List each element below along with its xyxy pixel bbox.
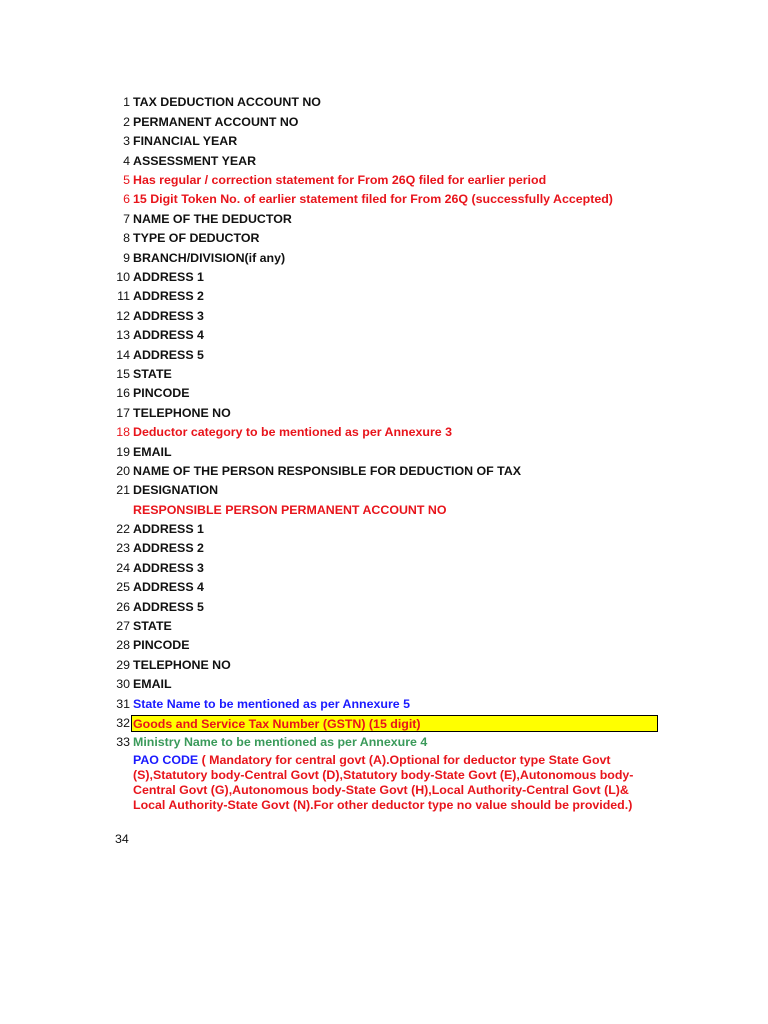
row-number: 5 (123, 173, 130, 188)
field-row (0, 190, 768, 209)
field-label: ADDRESS 5 (133, 599, 204, 614)
row-number: 27 (116, 619, 130, 634)
row-number: 19 (116, 444, 130, 459)
field-label: TELEPHONE NO (133, 405, 231, 420)
field-rows (0, 93, 768, 752)
field-row (0, 209, 768, 228)
field-label: Ministry Name to be mentioned as per Annexure 4 (133, 735, 428, 750)
field-row (0, 655, 768, 674)
field-label: EMAIL (133, 444, 172, 459)
field-label: ADDRESS 1 (133, 270, 204, 284)
field-row (0, 617, 768, 636)
field-label: Deductor category to be mentioned as per Annexure 3 (133, 425, 453, 440)
pao-code-description: ( Mandatory for central govt (A).Optional for deductor type State Govt (S),Statutory body-Central Govt (D),Statutory body-State Govt (E),Autonomous body-Central Govt (G),Autonomous body-State Govt (H),Local Authority-Central Govt (L)& Local Authority-State Govt (N).For other deductor type no value should be provided.) (133, 753, 634, 812)
field-row (0, 461, 768, 480)
pao-code-note (0, 753, 768, 812)
field-label: NAME OF THE DEDUCTOR (133, 211, 292, 226)
field-row (0, 364, 768, 383)
field-row (0, 268, 768, 287)
field-row (0, 636, 768, 655)
field-row (0, 423, 768, 442)
field-label: ADDRESS 5 (133, 347, 204, 362)
field-label: BRANCH/DIVISION(if any) (133, 250, 286, 265)
field-label: TELEPHONE NO (133, 657, 231, 672)
field-label: TYPE OF DEDUCTOR (133, 231, 260, 246)
field-row (0, 694, 768, 713)
row-number: 26 (116, 599, 130, 614)
field-label: State Name to be mentioned as per Annexure 5 (133, 696, 411, 711)
row-number: 25 (116, 580, 130, 595)
row-number: 24 (116, 560, 130, 575)
field-label: ADDRESS 4 (133, 328, 204, 343)
field-row (0, 132, 768, 151)
field-label: ASSESSMENT YEAR (133, 153, 257, 168)
field-label: PINCODE (133, 638, 190, 653)
pao-code-text (130, 753, 663, 812)
row-number: 17 (116, 405, 130, 420)
row-number: 6 (123, 192, 130, 207)
field-row (0, 384, 768, 403)
row-number: 14 (116, 347, 130, 362)
row-number: 20 (116, 463, 130, 478)
row-number: 8 (123, 231, 130, 246)
field-label: STATE (133, 619, 172, 634)
row-number: 32 (116, 715, 130, 730)
field-row (0, 675, 768, 694)
field-row (0, 151, 768, 170)
field-label: Has regular / correction statement for From 26Q filed for earlier period (133, 173, 547, 188)
row-number: 23 (116, 541, 130, 556)
field-label: RESPONSIBLE PERSON PERMANENT ACCOUNT NO (133, 502, 447, 517)
field-row (0, 229, 768, 248)
field-row (0, 171, 768, 190)
field-label: ADDRESS 3 (133, 308, 204, 323)
field-row (0, 112, 768, 131)
field-label: TAX DEDUCTION ACCOUNT NO (133, 95, 321, 110)
field-label: ADDRESS 3 (133, 560, 204, 575)
field-label: ADDRESS 4 (133, 580, 204, 595)
field-row (0, 578, 768, 597)
field-label: ADDRESS 1 (133, 522, 204, 537)
row-number: 2 (123, 114, 130, 129)
field-label: ADDRESS 2 (133, 289, 204, 304)
field-row (0, 500, 768, 519)
field-label: NAME OF THE PERSON RESPONSIBLE FOR DEDUCTION OF TAX (133, 463, 522, 478)
field-label: PERMANENT ACCOUNT NO (133, 114, 299, 129)
row-number: 3 (123, 134, 130, 149)
row-number: 18 (116, 425, 130, 440)
row-number: 21 (116, 483, 130, 498)
field-row (0, 306, 768, 325)
field-row (0, 345, 768, 364)
field-label: DESIGNATION (133, 483, 219, 498)
field-row (0, 520, 768, 539)
field-label: STATE (133, 366, 172, 381)
field-row (0, 93, 768, 112)
field-row (0, 481, 768, 500)
pao-code-title: PAO CODE (133, 753, 199, 768)
form-field-list (0, 93, 768, 812)
row-number: 11 (117, 289, 130, 304)
field-row (0, 714, 768, 733)
field-row (0, 326, 768, 345)
field-label: FINANCIAL YEAR (133, 134, 238, 149)
field-row (0, 403, 768, 422)
row-number: 15 (116, 366, 130, 381)
field-row (0, 248, 768, 267)
field-row (0, 287, 768, 306)
row-number: 7 (123, 211, 130, 226)
row-number: 22 (116, 522, 130, 537)
row-number: 13 (116, 328, 130, 343)
field-row (0, 539, 768, 558)
row-number: 28 (116, 638, 130, 653)
field-label: 15 Digit Token No. of earlier statement filed for From 26Q (successfully Accepted) (133, 192, 613, 207)
row-number: 10 (116, 270, 130, 284)
field-label: Goods and Service Tax Number (GSTN) (15 digit) (131, 715, 658, 732)
field-label: ADDRESS 2 (133, 541, 204, 556)
field-row (0, 733, 768, 752)
field-label: EMAIL (133, 677, 172, 692)
row-number: 1 (123, 95, 130, 110)
field-label: PINCODE (133, 386, 190, 401)
row-number: 9 (123, 250, 130, 265)
row-number-34: 34 (115, 832, 129, 846)
field-row (0, 442, 768, 461)
row-number: 30 (116, 677, 130, 692)
row-number: 4 (123, 153, 130, 168)
row-number: 12 (116, 308, 130, 323)
row-number: 31 (116, 696, 130, 711)
row-number: 29 (116, 657, 130, 672)
field-row (0, 558, 768, 577)
row-number: 33 (116, 735, 130, 750)
field-row (0, 597, 768, 616)
row-number: 16 (116, 386, 130, 401)
